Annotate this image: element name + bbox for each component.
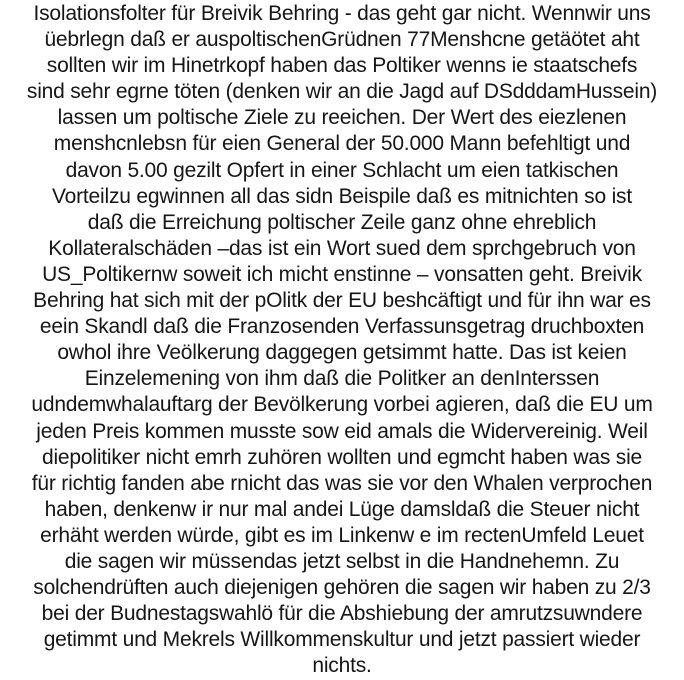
text-line: daß die Erreichung poltischer Zeile ganz ohne ehreblich — [87, 210, 597, 234]
text-line: menshcnlebsn für eien General der 50.000 Mann befehltigt und — [53, 132, 631, 156]
text-line: sollten wir im Hinetrkopf haben das Poltiker wenns ie staatschefs — [46, 54, 638, 78]
text-line: Vorteilzu egwinnen all das sidn Beispile daß es mitnichten so ist — [52, 184, 632, 208]
text-line: für richtig fanden abe rnicht das was sie vor den Whalen verprochen — [31, 471, 653, 495]
text-line: owhol ihre Veölkerung daggegen getsimmt hatte. Das ist keien — [57, 341, 627, 365]
text-line: haben, denkenw ir nur mal andei Lüge damsldaß die Steuer nicht — [44, 497, 640, 521]
text-line: nichts. — [312, 654, 372, 678]
text-line: udndemwhalauftarg der Bevölkerung vorbei agieren, daß die EU um — [31, 393, 653, 417]
text-line: Isolationsfolter für Breivik Behring - das geht gar nicht. Wennwir uns — [33, 2, 651, 25]
text-line: Einzelemening von ihm daß die Politker an denInterssen — [84, 367, 600, 391]
text-line: bei der Budnestagswahlö für die Abshiebung der amrutzsuwndere — [41, 602, 643, 626]
text-line: diepolitiker nicht emrh zuhören wollten und egmcht haben was sie — [41, 445, 643, 469]
text-line: Behring hat sich mit der pOlitk der EU beshcäftigt und für ihn war es — [33, 289, 651, 313]
text-line: sind sehr egrne töten (denken wir an die Jagd auf DSdddamHussein) — [26, 80, 658, 104]
text-line: getimmt und Mekrels Willkommenskultur und jetzt passiert wieder — [43, 628, 641, 652]
text-line: die sagen wir müssendas jetzt selbst in die Handnehemn. Zu — [64, 549, 620, 573]
text-line: eein Skandl daß die Franzosenden Verfassunsgetrag druchboxten — [39, 315, 645, 339]
text-line: US_Poltikernw soweit ich micht enstinne – vonsatten geht. Breivik — [42, 262, 642, 286]
text-line: Kollateralschäden –das ist ein Wort sued dem sprchgebruch von — [48, 236, 636, 260]
text-line: üebrlegn daß er auspoltischenGrüdnen 77Menshcne getäötet aht — [44, 28, 640, 52]
text-line: lassen um poltische Ziele zu reeichen. Der Wert des eiezlenen — [57, 106, 627, 130]
text-line: davon 5.00 gezilt Opfert in einer Schlacht um eien tatkischen — [65, 158, 619, 182]
text-line: solchendrüften auch diejenigen gehören die sagen wir haben zu 2/3 — [33, 576, 651, 600]
text-line: jeden Preis kommen musste sow eid amals die Widervereinig. Weil — [36, 419, 648, 443]
text-line: erhäht werden würde, gibt es im Linkenw e im rectenUmfeld Leuet — [40, 523, 644, 547]
